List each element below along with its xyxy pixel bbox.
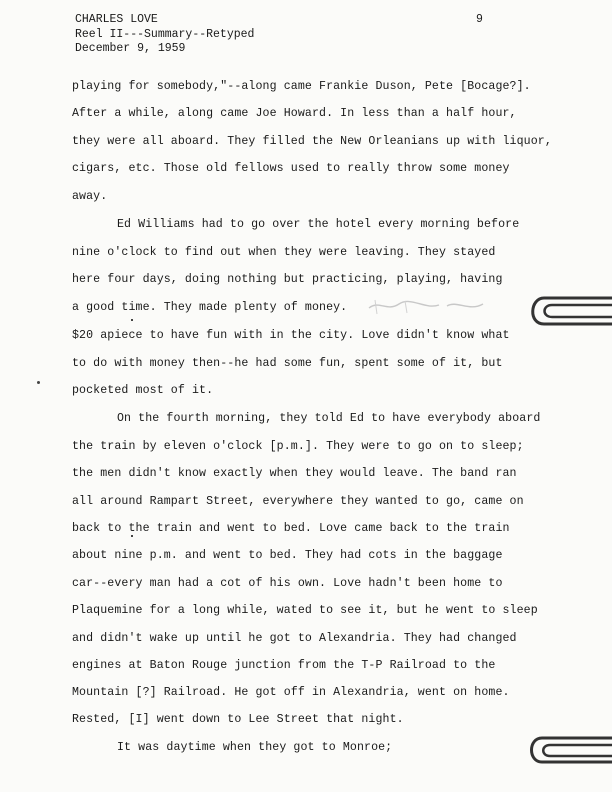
scan-speck (131, 535, 133, 537)
text-line: car--every man had a cot of his own. Love hadn't been home to (72, 577, 503, 590)
text-line: back to the train and went to bed. Love came back to the train (72, 522, 510, 535)
text-line: the train by eleven o'clock [p.m.]. They were to go on to sleep; (72, 440, 524, 453)
interview-date: December 9, 1959 (75, 42, 186, 55)
text-line: cigars, etc. Those old fellows used to really throw some money (72, 162, 510, 175)
text-line: away. (72, 190, 108, 203)
text-line: the men didn't know exactly when they would leave. The band ran (72, 467, 517, 480)
paperclip-icon (522, 288, 612, 334)
page-number: 9 (476, 13, 483, 26)
text-line: a good time. They made plenty of money. (72, 301, 348, 314)
text-line: Mountain [?] Railroad. He got off in Alexandria, went on home. (72, 686, 510, 699)
text-line: $20 apiece to have fun with in the city. Love didn't know what (72, 329, 510, 342)
text-line: On the fourth morning, they told Ed to have everybody aboard (117, 412, 541, 425)
paperclip-icon (522, 732, 612, 772)
pencil-mark-icon (365, 294, 490, 320)
text-line: pocketed most of it. (72, 384, 214, 397)
page-header (75, 13, 254, 57)
interviewee-name: CHARLES LOVE (75, 13, 158, 26)
text-line: Ed Williams had to go over the hotel every morning before (117, 218, 520, 231)
scan-speck (131, 319, 133, 321)
text-line: about nine p.m. and went to bed. They had cots in the baggage (72, 549, 503, 562)
text-line: engines at Baton Rouge junction from the T-P Railroad to the (72, 659, 496, 672)
text-line: here four days, doing nothing but practicing, playing, having (72, 273, 503, 286)
text-line: Plaquemine for a long while, wated to see it, but he went to sleep (72, 604, 538, 617)
text-line: they were all aboard. They filled the New Orleanians up with liquor, (72, 135, 552, 148)
reel-label: Reel II---Summary--Retyped (75, 27, 255, 41)
text-line: Rested, [I] went down to Lee Street that night. (72, 713, 404, 726)
text-line: After a while, along came Joe Howard. In less than a half hour, (72, 107, 517, 120)
text-line: and didn't wake up until he got to Alexandria. They had changed (72, 632, 517, 645)
text-line: It was daytime when they got to Monroe; (117, 741, 393, 754)
text-line: nine o'clock to find out when they were leaving. They stayed (72, 246, 496, 259)
text-line: to do with money then--he had some fun, spent some of it, but (72, 357, 503, 370)
scan-speck (37, 381, 40, 384)
text-line: all around Rampart Street, everywhere they wanted to go, came on (72, 495, 524, 508)
text-line: playing for somebody,"--along came Frankie Duson, Pete [Bocage?]. (72, 80, 531, 93)
